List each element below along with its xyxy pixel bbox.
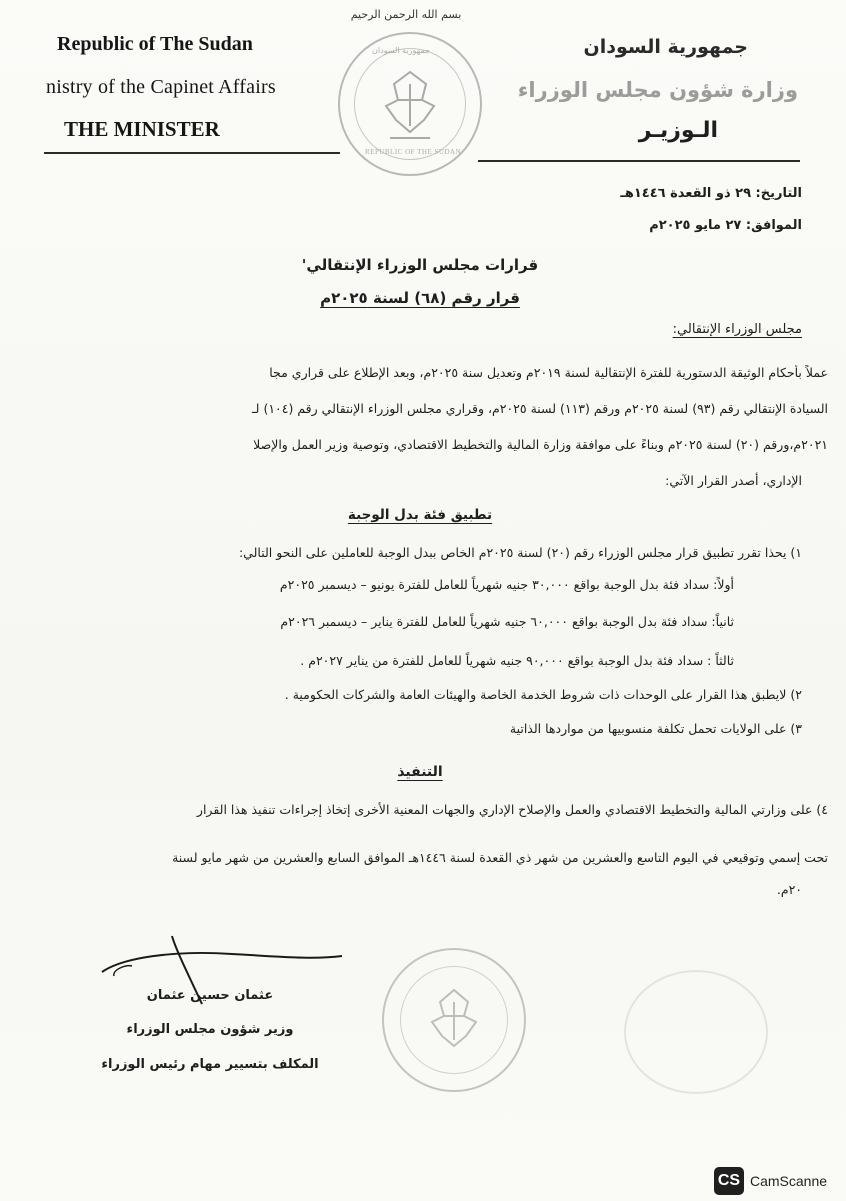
header-en-ministry: nistry of the Capinet Affairs — [46, 76, 276, 98]
item-1-second: ثانياً: سداد فئة بدل الوجبة بواقع ٦٠,٠٠٠ جنيه شهرياً للعامل للفترة يناير – ديسمبر ٢٠٢٦م — [280, 614, 734, 629]
section-title-meal-allowance: تطبيق فئة بدل الوجبة — [347, 507, 493, 523]
faint-stamp — [624, 970, 768, 1094]
addressee: مجلس الوزراء الإنتقالي: — [672, 322, 802, 337]
closing-line-2: ٢٠م. — [776, 882, 802, 897]
preamble-line-3: ٢٠٢١م،ورقم (٢٠) لسنة ٢٠٢٥م وبناءً على موافقة وزارة المالية والتخطيط الاقتصادي، وتوصية وزير العمل والإصلا — [253, 437, 828, 452]
section-title-implementation: التنفيذ — [397, 764, 443, 780]
decision-title: قرارات مجلس الوزراء الإنتقالي' — [301, 256, 539, 274]
header-ar-country: جمهورية السودان — [583, 36, 748, 58]
stamp-emblem-icon — [384, 950, 524, 1090]
item-1-first: أولاً: سداد فئة بدل الوجبة بواقع ٣٠,٠٠٠ جنيه شهرياً للعامل للفترة يونيو – ديسمبر ٢٠٢٥م — [279, 577, 734, 592]
item-3: ٣) على الولايات تحمل تكلفة منسوبيها من مواردها الذاتية — [509, 721, 802, 736]
seal-text-top: جمهورية السودان — [372, 46, 430, 55]
signatory-name: عثمان حسين عثمان — [146, 988, 274, 1003]
preamble-line-1: عملاً بأحكام الوثيقة الدستورية للفترة الإنتقالية لسنة ٢٠١٩م وتعديل سنة ٢٠٢٥م، وبعد الإطلاع على قراري مجا — [269, 365, 828, 380]
signatory-acting-title: المكلف بتسيير مهام رئيس الوزراء — [101, 1057, 319, 1072]
header-ar-minister: الـوزيـر — [638, 118, 718, 143]
camscanner-logo-icon: CS — [714, 1167, 744, 1195]
camscanner-label: CamScanne — [750, 1173, 828, 1189]
date-gregorian: الموافق: ٢٧ مايو ٢٠٢٥م — [649, 218, 802, 233]
item-1-third: ثالثاً : سداد فئة بدل الوجبة بواقع ٩٠,٠٠٠ جنيه شهرياً للعامل للفترة من يناير ٢٠٢٧م . — [300, 653, 734, 668]
header-ar-ministry: وزارة شؤون مجلس الوزراء — [517, 78, 798, 102]
closing-line-1: تحت إسمي وتوقيعي في اليوم التاسع والعشرين من شهر ذي القعدة لسنة ١٤٤٦هـ الموافق السابع والعشرين من شهر مايو لسنة — [172, 850, 828, 865]
official-stamp — [382, 948, 526, 1092]
header-rule-left — [44, 152, 340, 154]
item-1: ١) يحذا تقرر تطبيق قرار مجلس الوزراء رقم (٢٠) لسنة ٢٠٢٥م الخاص ببدل الوجبة للعاملين على النحو التالي: — [238, 545, 802, 560]
date-hijri: التاريخ: ٢٩ ذو القعدة ١٤٤٦هـ — [620, 186, 802, 201]
header-rule-right — [478, 160, 800, 162]
preamble-line-4: الإداري، أصدر القرار الآتي: — [665, 473, 802, 488]
signatory-title: وزير شؤون مجلس الوزراء — [126, 1022, 294, 1037]
seal-text-bottom: REPUBLIC OF THE SUDAN — [365, 148, 462, 156]
header-en-minister: THE MINISTER — [64, 117, 220, 141]
header-en-country: Republic of The Sudan — [57, 33, 253, 55]
item-2: ٢) لايطبق هذا القرار على الوحدات ذات شروط الخدمة الخاصة والهيئات العامة والشركات الحكومية . — [284, 687, 802, 702]
camscanner-watermark — [714, 1166, 846, 1196]
basmala: بسم الله الرحمن الرحيم — [350, 8, 462, 21]
decision-number: قرار رقم (٦٨) لسنة ٢٠٢٥م — [320, 289, 520, 307]
item-4: ٤) على وزارتي المالية والتخطيط الاقتصادي والعمل والإصلاح الإداري والجهات المعنية الأخرى إتخاذ إجراءات تنفيذ هذا القرار — [196, 802, 828, 817]
preamble-line-2: السيادة الإنتقالي رقم (٩٣) لسنة ٢٠٢٥م ورقم (١١٣) لسنة ٢٠٢٥م، وقراري مجلس الوزراء الإنتقالي رقم (١٠٤) لـ — [252, 401, 828, 416]
